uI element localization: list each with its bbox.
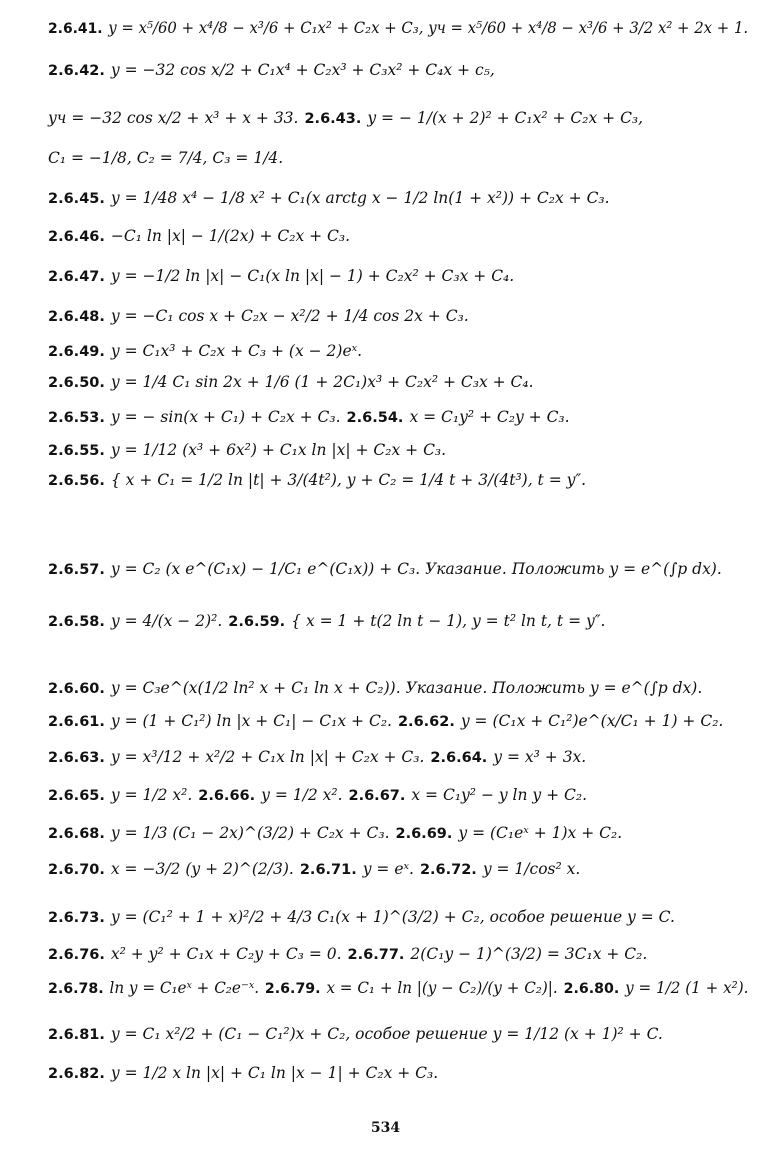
- answer-line: [48, 561, 722, 579]
- answer-formula: y = −32 cos x/2 + C₁x⁴ + C₂x³ + C₃x² + C₄x + c₅,: [110, 61, 495, 79]
- answer-formula: x = C₁ + ln |(y − C₂)/(y + C₂)|.: [326, 979, 558, 997]
- answer-formula: C₁ = −1/8, C₂ = 7/4, C₃ = 1/4.: [48, 149, 284, 167]
- answer-number: 2.6.64.: [430, 750, 488, 766]
- answer-number: 2.6.67.: [348, 788, 406, 804]
- answer-formula: y = (C₁² + 1 + x)²/2 + 4/3 C₁(x + 1)^(3/2) + C₂, особое решение y = C.: [110, 908, 675, 926]
- answer-formula: y = C₂ (x e^(C₁x) − 1/C₁ e^(C₁x)) + C₃. Указание. Положить y = e^(∫p dx).: [110, 560, 722, 578]
- answer-number: 2.6.55.: [48, 443, 105, 459]
- answer-formula: y = − sin(x + C₁) + C₂x + C₃.: [110, 408, 341, 426]
- answer-number: 2.6.79.: [264, 981, 321, 997]
- answer-number: 2.6.57.: [48, 562, 105, 578]
- answer-number: 2.6.53.: [48, 410, 105, 426]
- answer-formula: y = x⁵/60 + x⁴/8 − x³/6 + C₁x² + C₂x + C₃, yч = x⁵/60 + x⁴/8 − x³/6 + 3/2 x² + 2x + 1.: [108, 19, 749, 37]
- answer-line: [48, 825, 622, 843]
- answer-formula: y = (1 + C₁²) ln |x + C₁| − C₁x + C₂.: [110, 712, 392, 730]
- answer-formula: y = 1/2 (1 + x²).: [625, 979, 749, 997]
- answer-number: 2.6.65.: [48, 788, 105, 804]
- answer-number: 2.6.50.: [48, 375, 105, 391]
- answer-formula: y = 1/4 C₁ sin 2x + 1/6 (1 + 2C₁)x³ + C₂x² + C₃x + C₄.: [110, 373, 534, 391]
- answer-formula: y = 1/2 x ln |x| + C₁ ln |x − 1| + C₂x + C₃.: [110, 1064, 439, 1082]
- answer-line: [48, 150, 283, 168]
- answer-formula: y = (C₁eˣ + 1)x + C₂.: [458, 824, 623, 842]
- answer-line: [48, 787, 587, 805]
- answer-number: 2.6.42.: [48, 63, 105, 79]
- answer-formula: y = 1/2 x².: [261, 786, 343, 804]
- answer-number: 2.6.76.: [48, 947, 105, 963]
- answer-number: 2.6.49.: [48, 344, 105, 360]
- answer-line: [48, 20, 748, 38]
- answer-number: 2.6.81.: [48, 1027, 105, 1043]
- answer-formula: y = 4/(x − 2)².: [110, 612, 223, 630]
- answer-line: [48, 1026, 663, 1044]
- answer-formula: 2(C₁y − 1)^(3/2) = 3C₁x + C₂.: [410, 945, 648, 963]
- answer-line: [48, 343, 362, 361]
- answer-number: 2.6.63.: [48, 750, 105, 766]
- answer-formula: y = 1/cos² x.: [482, 860, 581, 878]
- answer-line: [48, 442, 446, 460]
- answer-formula: y = C₃e^(x(1/2 ln² x + C₁ ln x + C₂)). Указание. Положить y = e^(∫p dx).: [110, 679, 703, 697]
- answer-number: 2.6.54.: [346, 410, 404, 426]
- answer-formula: x = C₁y² − y ln y + C₂.: [411, 786, 588, 804]
- answer-number: 2.6.48.: [48, 309, 105, 325]
- answer-formula: y = −1/2 ln |x| − C₁(x ln |x| − 1) + C₂x² + C₃x + C₄.: [110, 267, 515, 285]
- answer-number: 2.6.56.: [48, 473, 105, 489]
- answer-number: 2.6.69.: [395, 826, 453, 842]
- answer-number: 2.6.78.: [48, 981, 104, 997]
- answer-line: [48, 909, 675, 927]
- answer-number: 2.6.71.: [299, 862, 357, 878]
- answer-line: [48, 308, 469, 326]
- answer-formula: y = x³ + 3x.: [493, 748, 587, 766]
- answer-formula: x = C₁y² + C₂y + C₃.: [409, 408, 570, 426]
- answer-line: [48, 680, 702, 698]
- answer-number: 2.6.43.: [304, 111, 362, 127]
- answer-formula: x = −3/2 (y + 2)^(2/3).: [110, 860, 294, 878]
- answer-line: [48, 980, 748, 998]
- answer-number: 2.6.60.: [48, 681, 105, 697]
- answer-number: 2.6.41.: [48, 21, 103, 37]
- answer-line: [48, 1065, 438, 1083]
- answer-number: 2.6.62.: [397, 714, 455, 730]
- answer-number: 2.6.59.: [228, 614, 286, 630]
- answer-formula: { x = 1 + t(2 ln t − 1), y = t² ln t, t = y″.: [291, 612, 606, 630]
- answer-line: [48, 472, 586, 490]
- answer-number: 2.6.47.: [48, 269, 105, 285]
- answer-formula: y = 1/3 (C₁ − 2x)^(3/2) + C₂x + C₃.: [110, 824, 390, 842]
- answer-formula: x² + y² + C₁x + C₂y + C₃ = 0.: [110, 945, 342, 963]
- answer-number: 2.6.46.: [48, 229, 105, 245]
- answer-formula: y = x³/12 + x²/2 + C₁x ln |x| + C₂x + C₃.: [110, 748, 425, 766]
- answer-line: [48, 374, 534, 392]
- answer-line: [48, 749, 586, 767]
- answer-number: 2.6.61.: [48, 714, 105, 730]
- answer-formula: −C₁ ln |x| − 1/(2x) + C₂x + C₃.: [110, 227, 351, 245]
- answer-line: [48, 713, 723, 731]
- answer-formula: y = (C₁x + C₁²)e^(x/C₁ + 1) + C₂.: [460, 712, 724, 730]
- answer-number: 2.6.73.: [48, 910, 105, 926]
- answer-formula: y = 1/2 x².: [110, 786, 193, 804]
- answer-formula: y = eˣ.: [362, 860, 414, 878]
- answer-formula: y = − 1/(x + 2)² + C₁x² + C₂x + C₃,: [367, 109, 644, 127]
- answer-number: 2.6.66.: [198, 788, 256, 804]
- answer-formula: y = C₁x³ + C₂x + C₃ + (x − 2)eˣ.: [110, 342, 363, 360]
- answer-number: 2.6.82.: [48, 1066, 105, 1082]
- answer-line: [48, 946, 647, 964]
- answer-line: [48, 190, 610, 208]
- answer-formula: yч = −32 cos x/2 + x³ + x + 33.: [48, 109, 299, 127]
- answer-formula: { x + C₁ = 1/2 ln |t| + 3/(4t²), y + C₂ = 1/4 t + 3/(4t³), t = y″.: [110, 471, 587, 489]
- answer-formula: ln y = C₁eˣ + C₂e⁻ˣ.: [109, 979, 260, 997]
- answer-formula: y = 1/12 (x³ + 6x²) + C₁x ln |x| + C₂x + C₃.: [110, 441, 447, 459]
- answer-number: 2.6.77.: [347, 947, 405, 963]
- answer-line: [48, 110, 643, 128]
- answer-line: [48, 228, 350, 246]
- answer-formula: y = −C₁ cos x + C₂x − x²/2 + 1/4 cos 2x + C₃.: [110, 307, 469, 325]
- answer-formula: y = C₁ x²/2 + (C₁ − C₁²)x + C₂, особое решение y = 1/12 (x + 1)² + C.: [110, 1025, 663, 1043]
- answer-number: 2.6.80.: [563, 981, 620, 997]
- answer-number: 2.6.68.: [48, 826, 105, 842]
- answer-line: [48, 613, 605, 631]
- page-number: 534: [370, 1120, 401, 1136]
- answer-line: [48, 409, 570, 427]
- answer-line: [48, 268, 514, 286]
- answer-line: [48, 861, 580, 879]
- answer-number: 2.6.58.: [48, 614, 105, 630]
- answer-number: 2.6.72.: [419, 862, 477, 878]
- answer-number: 2.6.45.: [48, 191, 105, 207]
- answer-formula: y = 1/48 x⁴ − 1/8 x² + C₁(x arctg x − 1/2 ln(1 + x²)) + C₂x + C₃.: [110, 189, 610, 207]
- answer-number: 2.6.70.: [48, 862, 105, 878]
- answer-line: [48, 62, 495, 80]
